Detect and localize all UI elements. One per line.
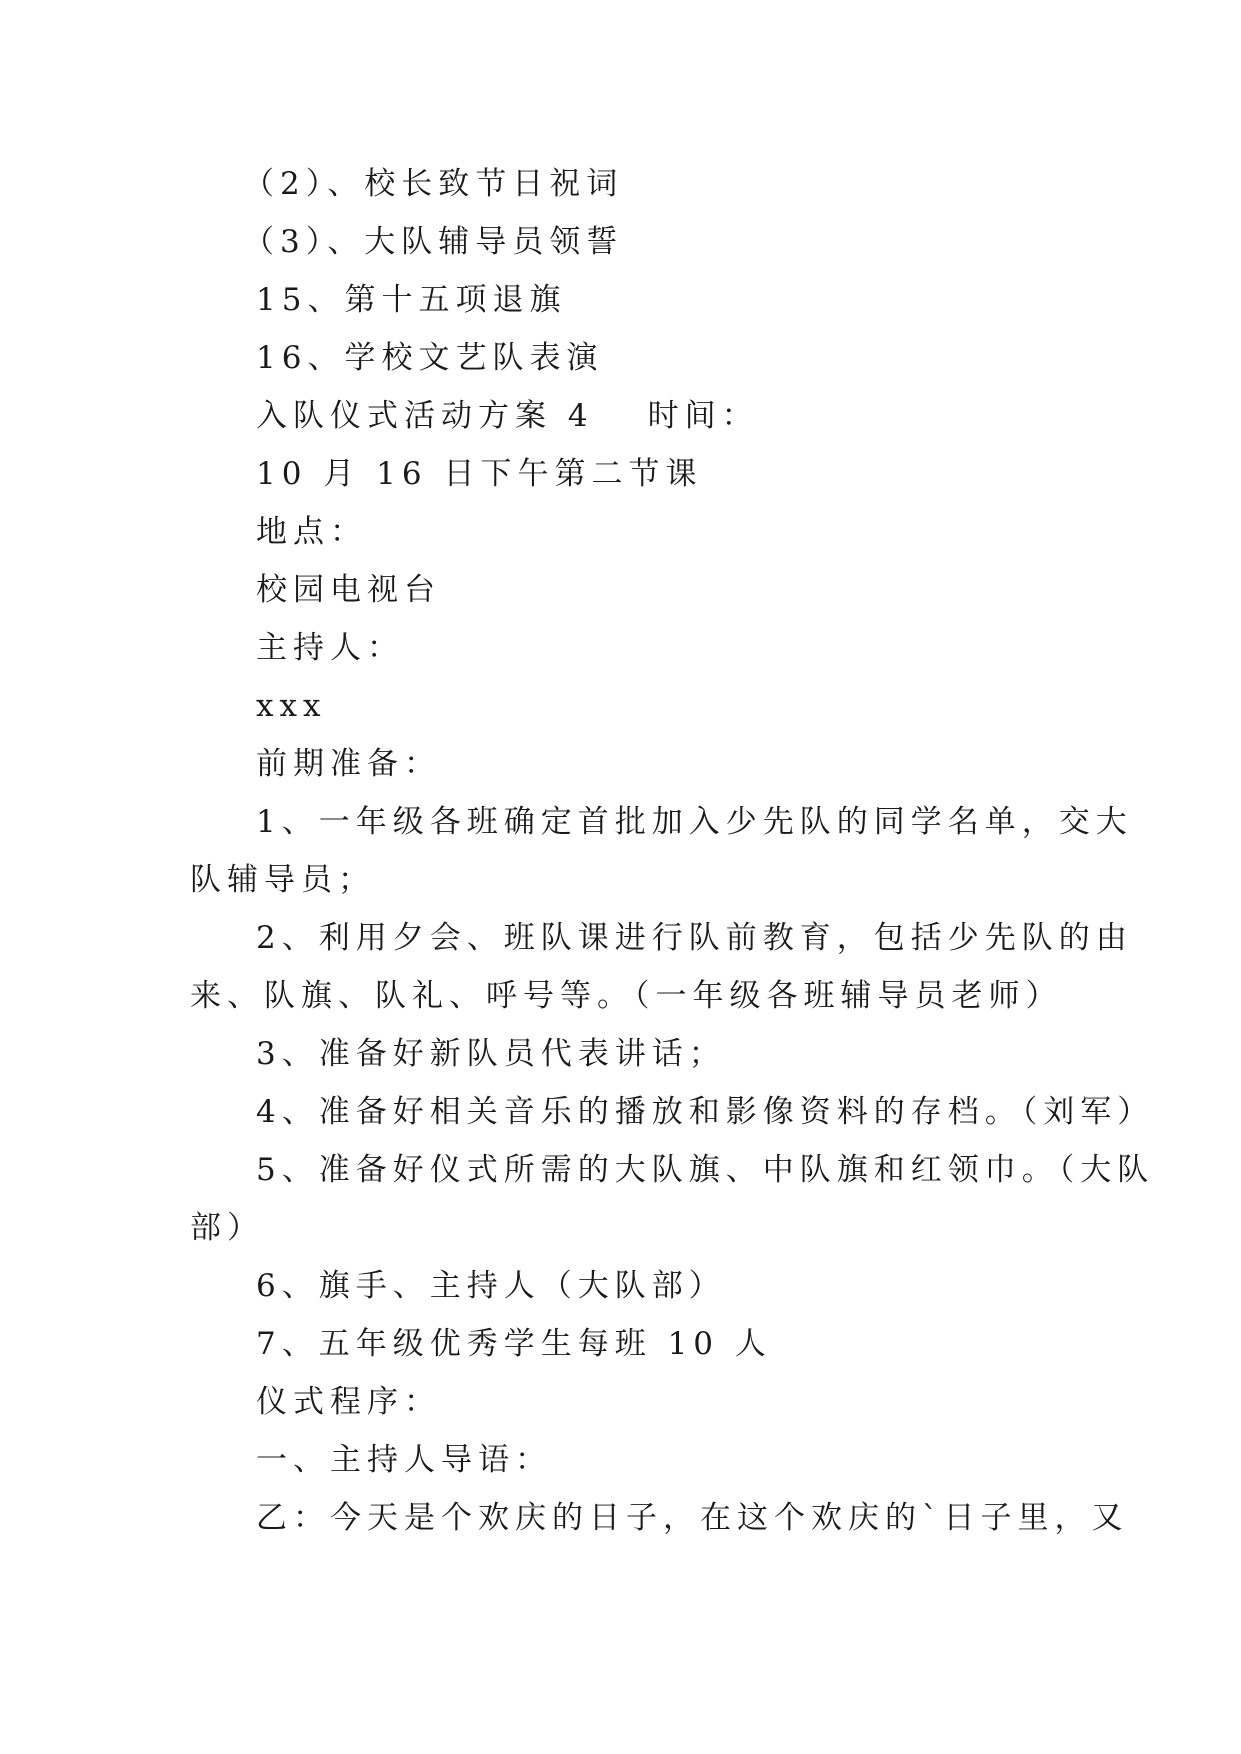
heading-time-label: 时间：: [647, 398, 759, 434]
text-line: 前期准备：: [256, 746, 441, 782]
text-line: 7、五年级优秀学生每班 10 人: [256, 1326, 772, 1362]
text-line: 仪式程序：: [256, 1384, 441, 1420]
text-line: 部）: [190, 1210, 264, 1246]
text-line: （2）、校长致节日祝词: [243, 166, 624, 202]
text-line: （3）、大队辅导员领誓: [243, 224, 624, 260]
text-line: 地点：: [256, 514, 367, 550]
text-line: 1、一年级各班确定首批加入少先队的同学名单，交大: [256, 804, 1133, 840]
text-line: 一、主持人导语：: [256, 1442, 552, 1478]
text-line: xxx: [256, 688, 327, 724]
text-line: 乙：今天是个欢庆的日子，在这个欢庆的`日子里，又: [256, 1500, 1129, 1536]
text-line: 主持人：: [256, 630, 404, 666]
text-line: 4、准备好相关音乐的播放和影像资料的存档。（刘军）: [256, 1094, 1155, 1130]
text-line: 6、旗手、主持人（大队部）: [256, 1268, 726, 1304]
text-line: 队辅导员；: [190, 862, 375, 898]
text-line: 10 月 16 日下午第二节课: [256, 456, 703, 492]
text-line: 来、队旗、队礼、呼号等。（一年级各班辅导员老师）: [190, 978, 1063, 1014]
text-line: 2、利用夕会、班队课进行队前教育，包括少先队的由: [256, 920, 1133, 956]
text-line: 5、准备好仪式所需的大队旗、中队旗和红领巾。（大队: [256, 1152, 1155, 1188]
text-line-heading: [256, 396, 759, 436]
heading-title: 入队仪式活动方案 4: [256, 398, 594, 434]
text-line: 3、准备好新队员代表讲话；: [256, 1036, 726, 1072]
text-line: 16、学校文艺队表演: [256, 340, 604, 376]
text-line: 15、第十五项退旗: [256, 282, 567, 318]
text-line: 校园电视台: [256, 572, 441, 608]
